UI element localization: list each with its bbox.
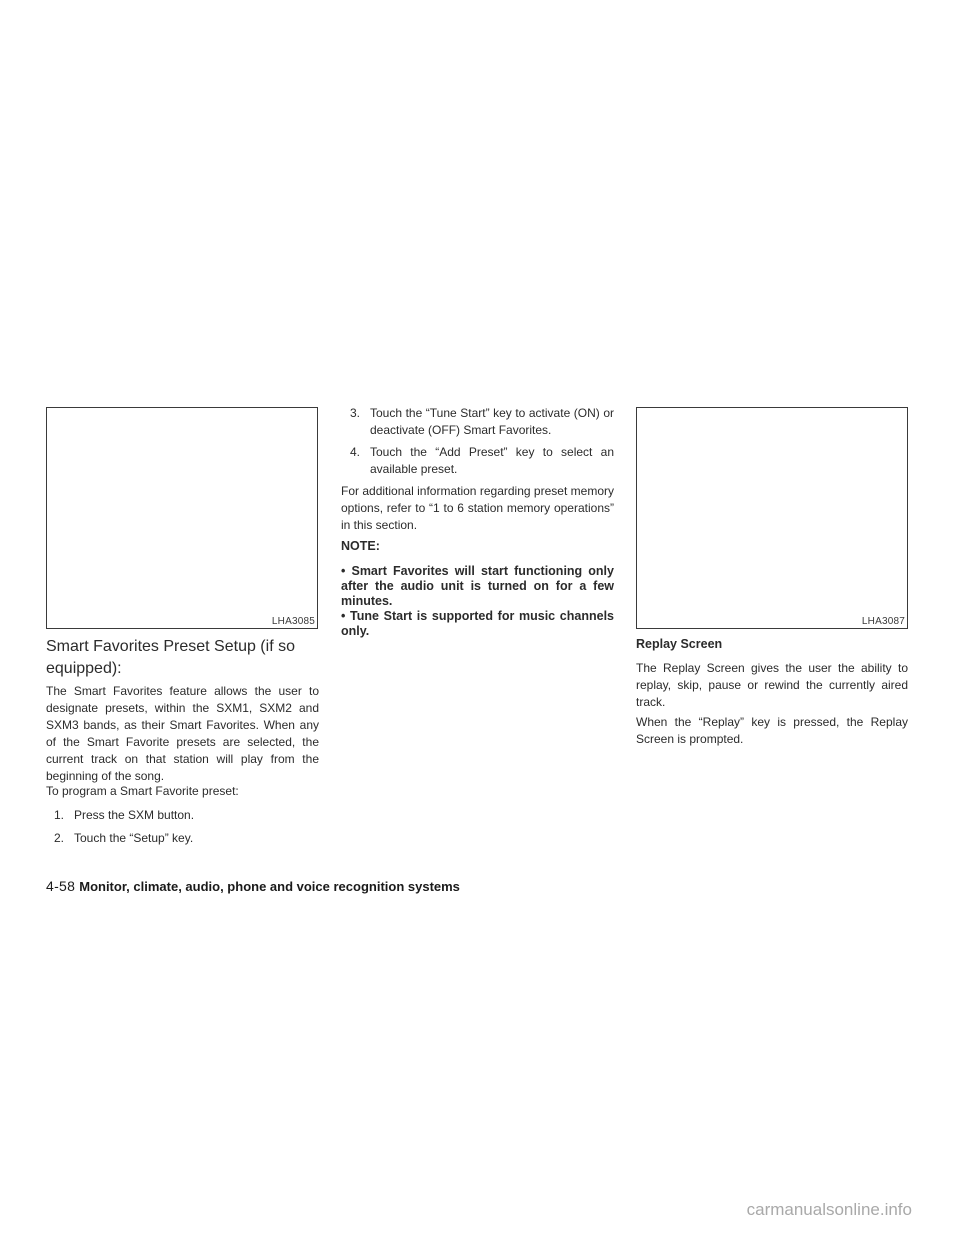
step-3 bbox=[350, 405, 614, 439]
step-text: Touch the “Add Preset” key to select an available preset. bbox=[370, 445, 614, 476]
watermark: carmanualsonline.info bbox=[746, 1200, 912, 1219]
step-number: 2. bbox=[54, 831, 65, 845]
section-heading-replay-screen: Replay Screen bbox=[636, 637, 723, 651]
step-text: Touch the “Setup” key. bbox=[74, 831, 194, 845]
chapter-title: Monitor, climate, audio, phone and voice recognition systems bbox=[79, 879, 460, 894]
note-item-2: • Tune Start is supported for music channels only. bbox=[341, 609, 614, 638]
figure-label: LHA3087 bbox=[861, 616, 905, 627]
page-footer bbox=[46, 878, 460, 894]
step-number: 1. bbox=[54, 808, 65, 822]
figure-lha3085 bbox=[46, 407, 318, 629]
step-1 bbox=[54, 807, 319, 824]
figure-label: LHA3085 bbox=[271, 616, 315, 627]
step-4 bbox=[350, 444, 614, 478]
note-title: NOTE: bbox=[341, 539, 380, 553]
preset-memory-reference: For additional information regarding preset memory options, refer to “1 to 6 station memory operations” in this section. bbox=[341, 484, 614, 532]
step-text: Touch the “Tune Start” key to activate (ON) or deactivate (OFF) Smart Favorites. bbox=[370, 406, 614, 437]
smart-favorites-description: The Smart Favorites feature allows the user to designate presets, within the SXM1, SXM2 and SXM3 bands, as their Smart Favorites. When any of the Smart Favorite presets are selected, the current track on that station will play from the beginning of the song. bbox=[46, 684, 319, 783]
replay-key-description: When the “Replay” key is pressed, the Replay Screen is prompted. bbox=[636, 715, 908, 746]
section-heading-smart-favorites: Smart Favorites Preset Setup (if so equipped): bbox=[46, 638, 295, 677]
page-number: 4-58 bbox=[46, 878, 76, 894]
step-text: Press the SXM button. bbox=[74, 808, 195, 822]
program-preset-intro: To program a Smart Favorite preset: bbox=[46, 784, 239, 798]
replay-screen-description: The Replay Screen gives the user the ability to replay, skip, pause or rewind the currently aired track. bbox=[636, 661, 908, 709]
step-number: 4. bbox=[350, 445, 361, 459]
note-item-1: • Smart Favorites will start functioning only after the audio unit is turned on for a few minutes. bbox=[341, 564, 614, 608]
step-number: 3. bbox=[350, 406, 361, 420]
step-2 bbox=[54, 830, 319, 847]
figure-lha3087 bbox=[636, 407, 908, 629]
